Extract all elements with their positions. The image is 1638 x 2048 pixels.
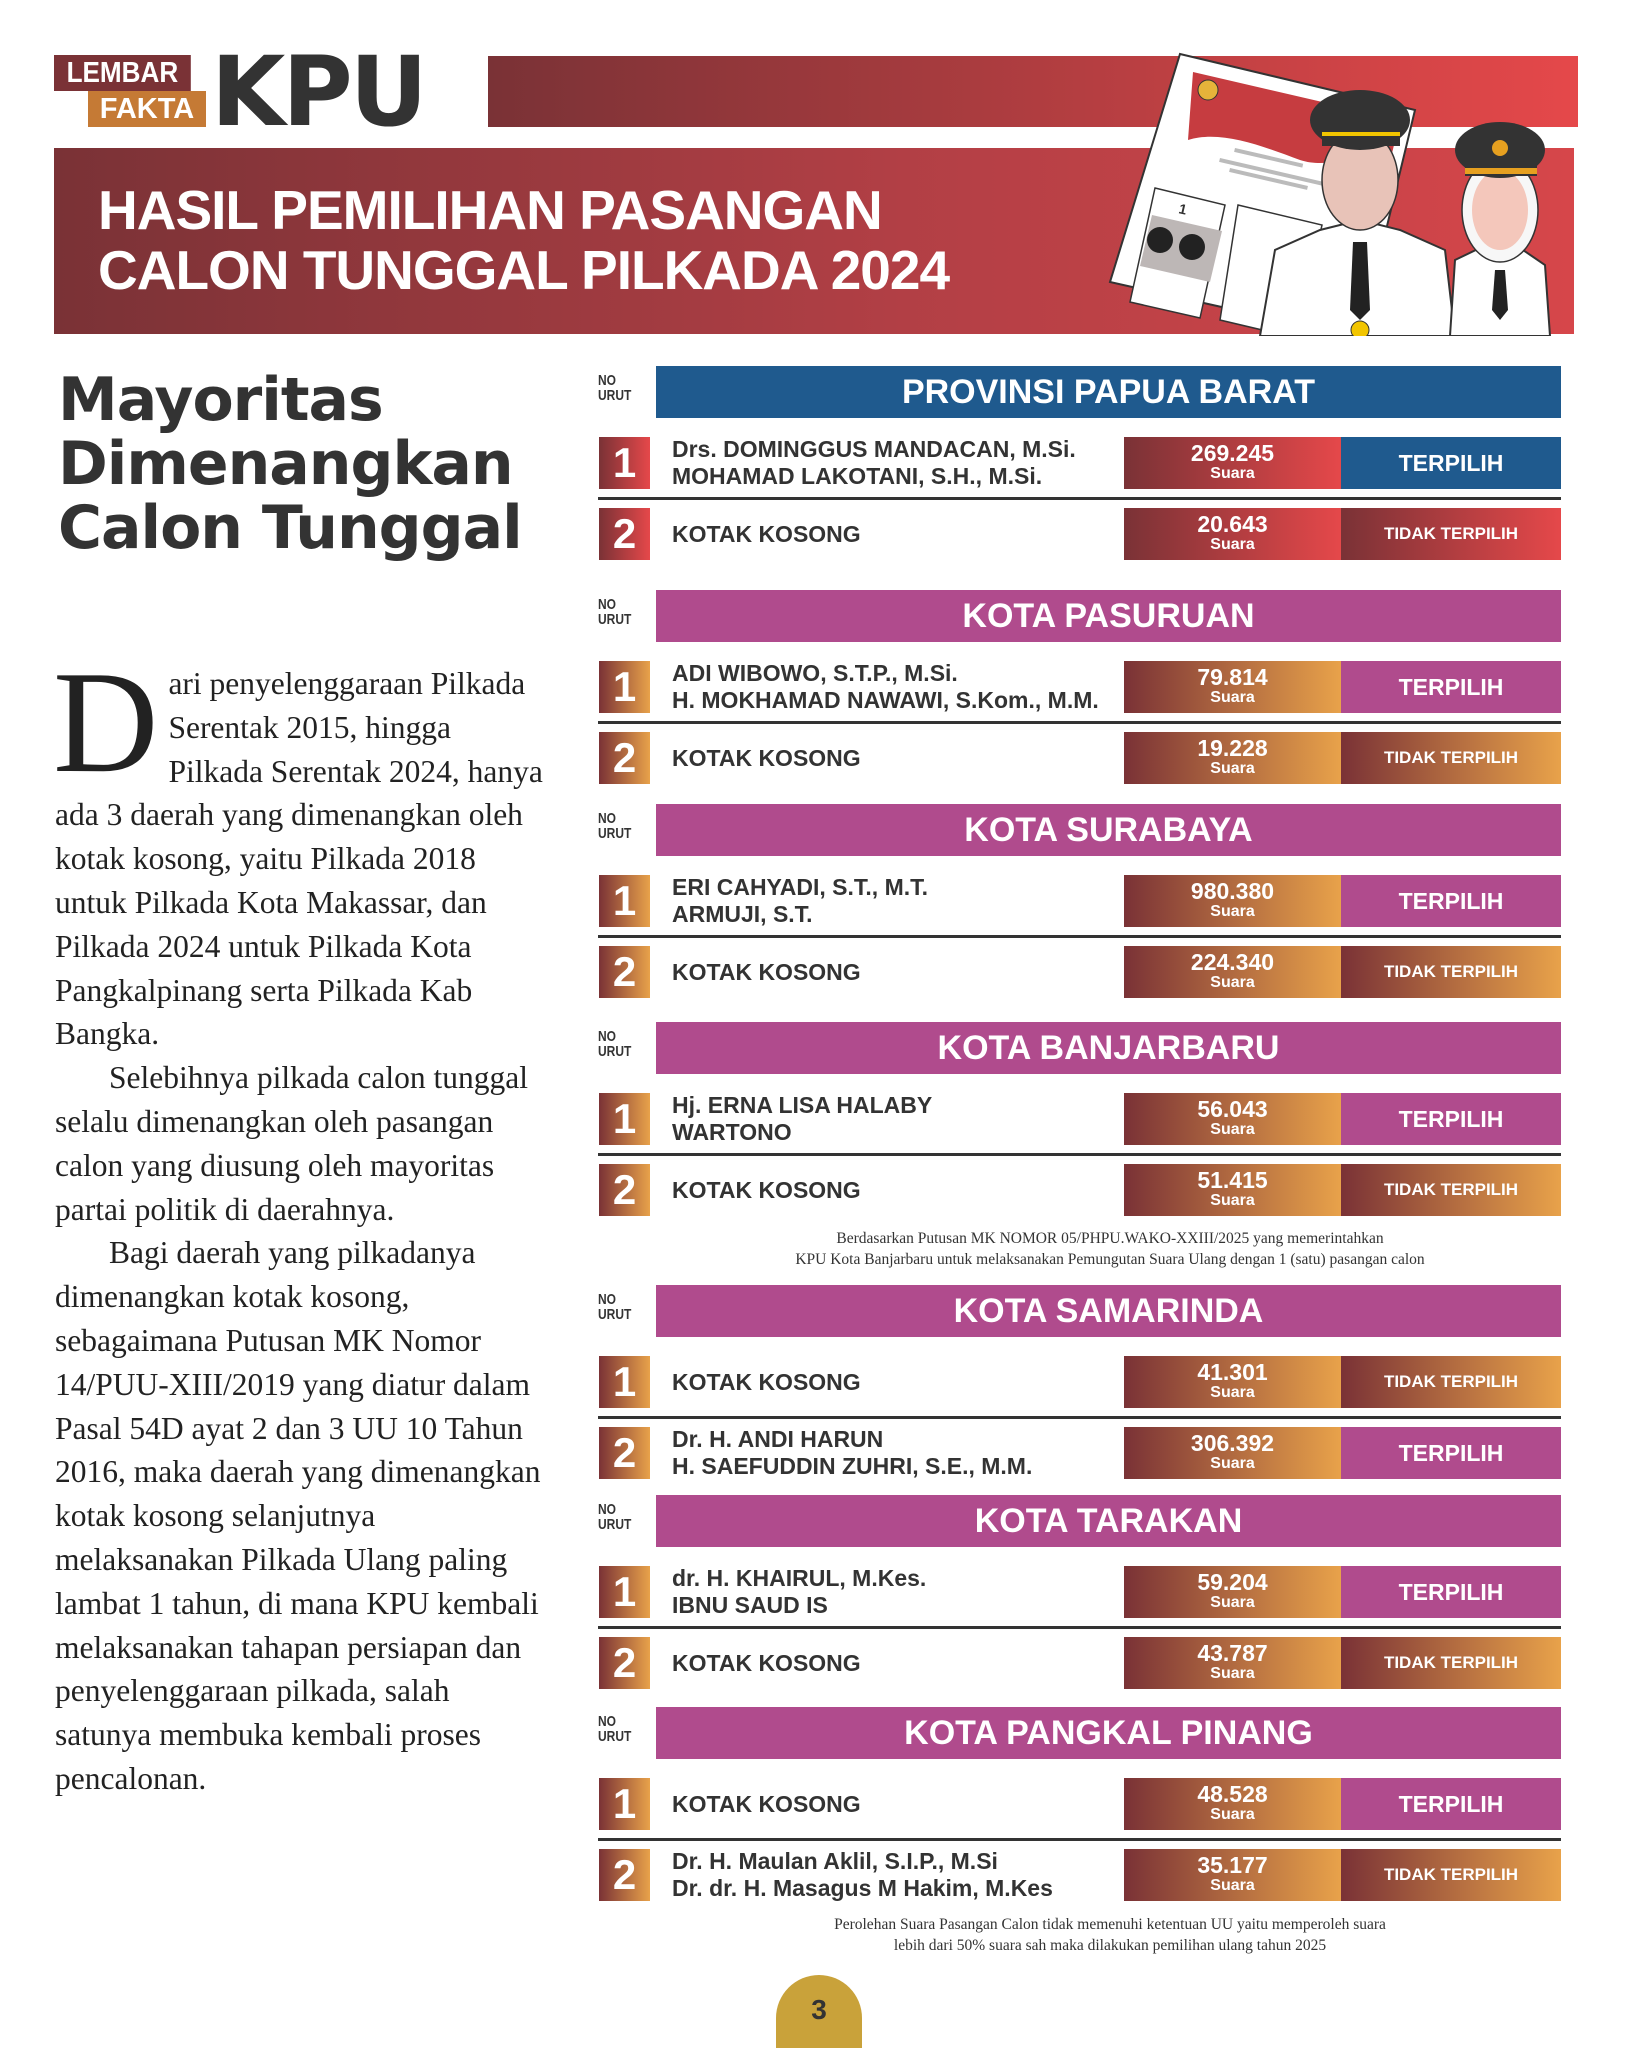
candidate-names xyxy=(672,1650,1122,1677)
vote-count-box xyxy=(1124,437,1341,489)
row-divider xyxy=(598,935,1561,938)
footnote-line: KPU Kota Banjarbaru untuk melaksanakan Pemungutan Suara Ulang dengan 1 (satu) pasangan calon xyxy=(795,1251,1425,1268)
vote-unit: Suara xyxy=(1210,1665,1255,1682)
no-urut-text: NO xyxy=(598,1291,616,1308)
status-badge-not-elected: TIDAK TERPILIH xyxy=(1341,946,1561,998)
candidate-name: Dr. dr. H. Masagus M Hakim, M.Kes xyxy=(672,1875,1053,1901)
status-badge-not-elected: TIDAK TERPILIH xyxy=(1341,1356,1561,1408)
vote-count-box xyxy=(1124,508,1341,560)
vote-count: 20.643 xyxy=(1197,511,1268,537)
no-urut-text: NO xyxy=(598,596,616,613)
candidate-name: H. MOKHAMAD NAWAWI, S.Kom., M.M. xyxy=(672,687,1099,713)
logo-lembar: LEMBAR xyxy=(54,55,191,91)
candidate-name: dr. H. KHAIRUL, M.Kes. xyxy=(672,1565,927,1591)
vote-count-box xyxy=(1124,1093,1341,1145)
status-badge-not-elected: TIDAK TERPILIH xyxy=(1341,1164,1561,1216)
vote-count-box xyxy=(1124,732,1341,784)
article-headline xyxy=(58,365,522,563)
candidate-number-badge: 1 xyxy=(599,1778,650,1830)
candidate-names xyxy=(672,745,1122,772)
vote-unit: Suara xyxy=(1210,1806,1255,1823)
no-urut-label xyxy=(598,1292,635,1322)
candidate-names xyxy=(672,1565,1122,1619)
candidate-names xyxy=(672,1848,1122,1902)
footnote-line: lebih dari 50% suara sah maka dilakukan pemilihan ulang tahun 2025 xyxy=(893,1937,1327,1954)
headline-line: Dimenangkan xyxy=(58,429,513,499)
footnote-line: Berdasarkan Putusan MK NOMOR 05/PHPU.WAKO-XXIII/2025 yang memerintahkan xyxy=(836,1230,1384,1247)
headline-line: Mayoritas xyxy=(58,365,383,435)
logo-kpu: KPU xyxy=(211,36,425,148)
row-divider xyxy=(598,1626,1561,1629)
no-urut-text: URUT xyxy=(598,1306,632,1323)
page-number: 3 xyxy=(776,1975,862,2048)
no-urut-text: URUT xyxy=(598,1516,632,1533)
logo-fakta: FAKTA xyxy=(88,91,206,127)
candidate-name: IBNU SAUD IS xyxy=(672,1592,828,1618)
no-urut-label xyxy=(598,811,635,841)
section-footnote xyxy=(640,1228,1580,1270)
candidate-name: KOTAK KOSONG xyxy=(672,521,861,547)
no-urut-text: URUT xyxy=(598,1043,632,1060)
candidate-name: KOTAK KOSONG xyxy=(672,1177,861,1203)
candidate-number-badge: 1 xyxy=(599,1566,650,1618)
vote-count: 980.380 xyxy=(1190,878,1275,904)
vote-count: 41.301 xyxy=(1197,1359,1268,1385)
candidate-number-badge: 1 xyxy=(599,875,650,927)
no-urut-text: NO xyxy=(598,1501,616,1518)
row-divider xyxy=(598,1416,1561,1419)
status-badge-not-elected: TIDAK TERPILIH xyxy=(1341,508,1561,560)
footnote-line: Perolehan Suara Pasangan Calon tidak memenuhi ketentuan UU yaitu memperoleh suara xyxy=(834,1916,1386,1933)
vote-count: 79.814 xyxy=(1197,664,1268,690)
vote-count-box xyxy=(1124,1164,1341,1216)
status-badge-elected: TERPILIH xyxy=(1341,1093,1561,1145)
no-urut-label xyxy=(598,1714,635,1744)
vote-unit: Suara xyxy=(1210,1192,1255,1209)
ballot-and-officials-illustration xyxy=(1060,20,1580,336)
region-header: PROVINSI PAPUA BARAT xyxy=(656,366,1561,418)
page-title xyxy=(98,180,949,300)
vote-unit: Suara xyxy=(1210,1121,1255,1138)
region-header: KOTA SAMARINDA xyxy=(656,1285,1561,1337)
paragraph-text: ari penyelenggaraan Pilkada Serentak 2015, hingga Pilkada Serentak 2024, hanya ada 3 daerah yang dimenangkan oleh kotak kosong, yaitu Pilkada 2018 untuk Pilkada Kota Makassar, dan Pilkada 2024 untuk Pilkada Kota Pangkalpinang serta Pilkada Kab Bangka. xyxy=(55,666,543,1052)
no-urut-text: NO xyxy=(598,372,616,389)
status-badge-elected: TERPILIH xyxy=(1341,437,1561,489)
article-paragraph: Selebihnya pilkada calon tunggal selalu dimenangkan oleh pasangan calon yang diusung oleh mayoritas partai politik di daerahnya. xyxy=(55,1060,529,1227)
candidate-names xyxy=(672,1177,1122,1204)
page-title-line: HASIL PEMILIHAN PASANGAN xyxy=(98,179,882,241)
status-badge-not-elected: TIDAK TERPILIH xyxy=(1341,732,1561,784)
status-badge-not-elected: TIDAK TERPILIH xyxy=(1341,1849,1561,1901)
region-header: KOTA TARAKAN xyxy=(656,1495,1561,1547)
vote-count-box xyxy=(1124,1356,1341,1408)
row-divider xyxy=(598,497,1561,500)
vote-unit: Suara xyxy=(1210,1455,1255,1472)
vote-count: 269.245 xyxy=(1190,440,1275,466)
candidate-number-badge: 1 xyxy=(599,1093,650,1145)
vote-count: 224.340 xyxy=(1190,949,1275,975)
candidate-number-badge: 2 xyxy=(599,1637,650,1689)
candidate-number-badge: 2 xyxy=(599,1427,650,1479)
vote-count-box xyxy=(1124,1566,1341,1618)
ballot-number: 1 xyxy=(1177,200,1189,218)
vote-count-box xyxy=(1124,1849,1341,1901)
vote-count-box xyxy=(1124,1637,1341,1689)
no-urut-text: URUT xyxy=(598,611,632,628)
vote-unit: Suara xyxy=(1210,465,1255,482)
candidate-names xyxy=(672,1791,1122,1818)
candidate-number-badge: 2 xyxy=(599,946,650,998)
candidate-name: ERI CAHYADI, S.T., M.T. xyxy=(672,874,929,900)
vote-count-box xyxy=(1124,1778,1341,1830)
vote-count: 19.228 xyxy=(1197,735,1268,761)
vote-unit: Suara xyxy=(1210,1594,1255,1611)
status-badge-elected: TERPILIH xyxy=(1341,1566,1561,1618)
vote-count-box xyxy=(1124,875,1341,927)
page-title-line: CALON TUNGGAL PILKADA 2024 xyxy=(98,239,950,301)
candidate-name: MOHAMAD LAKOTANI, S.H., M.Si. xyxy=(672,463,1043,489)
no-urut-text: NO xyxy=(598,1028,616,1045)
article-body xyxy=(53,641,550,1801)
no-urut-text: NO xyxy=(598,810,616,827)
article-paragraph: Bagi daerah yang pilkadanya dimenangkan kotak kosong, sebagaimana Putusan MK Nomor 14/PUU-XIII/2019 yang diatur dalam Pasal 54D ayat 2 dan 3 UU 10 Tahun 2016, maka daerah yang dimenangkan kotak kosong selanjutnya melaksanakan Pilkada Ulang paling lambat 1 tahun, di mana KPU kembali melaksanakan tahapan persiapan dan penyelenggaraan pilkada, salah satunya membuka kembali proses pencalonan. xyxy=(55,1235,541,1796)
candidate-names xyxy=(672,874,1122,928)
candidate-name: Drs. DOMINGGUS MANDACAN, M.Si. xyxy=(672,436,1076,462)
candidate-name: KOTAK KOSONG xyxy=(672,1650,861,1676)
status-badge-elected: TERPILIH xyxy=(1341,1427,1561,1479)
candidate-names xyxy=(672,959,1122,986)
region-header: KOTA PANGKAL PINANG xyxy=(656,1707,1561,1759)
candidate-name: Dr. H. ANDI HARUN xyxy=(672,1426,884,1452)
vote-unit: Suara xyxy=(1210,760,1255,777)
candidate-name: H. SAEFUDDIN ZUHRI, S.E., M.M. xyxy=(672,1453,1033,1479)
vote-count: 35.177 xyxy=(1197,1852,1268,1878)
row-divider xyxy=(598,1153,1561,1156)
vote-count: 43.787 xyxy=(1197,1640,1268,1666)
no-urut-label xyxy=(598,597,635,627)
candidate-number-badge: 1 xyxy=(599,661,650,713)
headline-line: Calon Tunggal xyxy=(58,493,522,563)
no-urut-text: URUT xyxy=(598,1728,632,1745)
region-header: KOTA PASURUAN xyxy=(656,590,1561,642)
no-urut-text: NO xyxy=(598,1713,616,1730)
candidate-name: ARMUJI, S.T. xyxy=(672,901,813,927)
vote-unit: Suara xyxy=(1210,903,1255,920)
vote-unit: Suara xyxy=(1210,974,1255,991)
drop-cap: D xyxy=(53,641,159,803)
candidate-name: ADI WIBOWO, S.T.P., M.Si. xyxy=(672,660,958,686)
candidate-number-badge: 2 xyxy=(599,1849,650,1901)
vote-count: 48.528 xyxy=(1197,1781,1268,1807)
candidate-name: Dr. H. Maulan Aklil, S.I.P., M.Si xyxy=(672,1848,998,1874)
candidate-number-badge: 2 xyxy=(599,508,650,560)
candidate-names xyxy=(672,1092,1122,1146)
candidate-number-badge: 2 xyxy=(599,732,650,784)
vote-count: 56.043 xyxy=(1197,1096,1268,1122)
candidate-names xyxy=(672,1369,1122,1396)
no-urut-text: URUT xyxy=(598,825,632,842)
vote-count: 306.392 xyxy=(1190,1430,1275,1456)
candidate-name: KOTAK KOSONG xyxy=(672,1369,861,1395)
vote-count-box xyxy=(1124,1427,1341,1479)
status-badge-elected: TERPILIH xyxy=(1341,875,1561,927)
status-badge-not-elected: TIDAK TERPILIH xyxy=(1341,1637,1561,1689)
candidate-number-badge: 1 xyxy=(599,437,650,489)
candidate-number-badge: 1 xyxy=(599,1356,650,1408)
candidate-name: WARTONO xyxy=(672,1119,792,1145)
no-urut-label xyxy=(598,1029,635,1059)
article-paragraph xyxy=(53,641,550,1056)
no-urut-text: URUT xyxy=(598,387,632,404)
candidate-names xyxy=(672,1426,1122,1480)
candidate-names xyxy=(672,436,1122,490)
no-urut-label xyxy=(598,1502,635,1532)
section-footnote xyxy=(640,1914,1580,1956)
candidate-name: KOTAK KOSONG xyxy=(672,959,861,985)
vote-unit: Suara xyxy=(1210,1384,1255,1401)
region-header: KOTA SURABAYA xyxy=(656,804,1561,856)
official-woman-icon xyxy=(1450,122,1550,336)
status-badge-elected: TERPILIH xyxy=(1341,1778,1561,1830)
vote-count: 51.415 xyxy=(1197,1167,1268,1193)
row-divider xyxy=(598,1838,1561,1841)
row-divider xyxy=(598,721,1561,724)
region-header: KOTA BANJARBARU xyxy=(656,1022,1561,1074)
candidate-names xyxy=(672,660,1122,714)
candidate-name: KOTAK KOSONG xyxy=(672,745,861,771)
candidate-names xyxy=(672,521,1122,548)
no-urut-label xyxy=(598,373,635,403)
status-badge-elected: TERPILIH xyxy=(1341,661,1561,713)
vote-count-box xyxy=(1124,661,1341,713)
candidate-name: KOTAK KOSONG xyxy=(672,1791,861,1817)
vote-unit: Suara xyxy=(1210,689,1255,706)
candidate-name: Hj. ERNA LISA HALABY xyxy=(672,1092,933,1118)
vote-unit: Suara xyxy=(1210,1877,1255,1894)
vote-unit: Suara xyxy=(1210,536,1255,553)
candidate-number-badge: 2 xyxy=(599,1164,650,1216)
vote-count: 59.204 xyxy=(1197,1569,1268,1595)
vote-count-box xyxy=(1124,946,1341,998)
